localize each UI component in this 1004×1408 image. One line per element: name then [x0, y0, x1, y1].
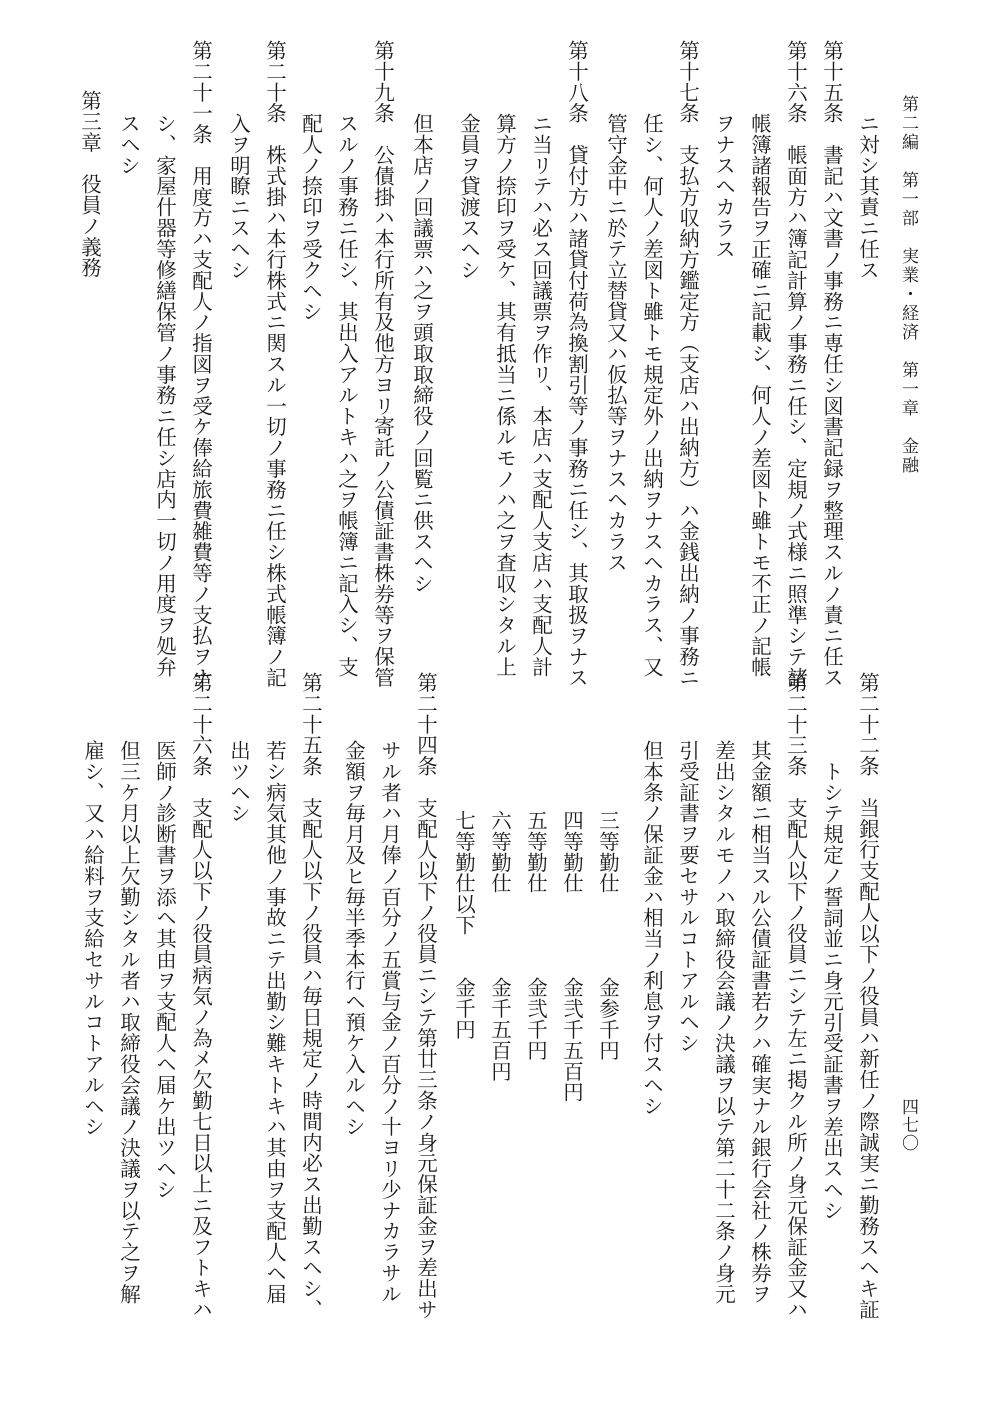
text-line: 第二十二条 当銀行支配人以下ノ役員ハ新任ノ際誠実ニ勤務スヘキ証 — [855, 672, 880, 1320]
page-number: 四七〇 — [898, 1098, 918, 1152]
text-line: トシテ規定ノ誓詞並ニ身元引受証書ヲ差出スヘシ — [819, 761, 844, 1221]
text-line: 第十七条 支払方収納方鑑定方（支店ハ出納方）ハ金銭出納ノ事務ニ — [675, 40, 700, 688]
text-line: 差出シタルモノハ取締役会議ノ決議ヲ以テ第二十二条ノ身元 — [711, 740, 736, 1305]
text-line: 第十九条 公債掛ハ本行所有及他方ヨリ寄託ノ公債証書株券等ヲ保管 — [370, 40, 395, 688]
text-line: 帳簿諸報告ヲ正確ニ記載シ、何人ノ差図ト雖トモ不正ノ記帳 — [747, 113, 772, 678]
text-line: 若シ病気其他ノ事故ニテ出勤シ難キトキハ其由ヲ支配人ヘ届 — [262, 740, 287, 1305]
text-line: 第二十条 株式掛ハ本行株式ニ関スル一切ノ事務ニ任シ株式帳簿ノ記 — [262, 40, 287, 688]
text-line: 五等勤仕 金弐千円 — [523, 810, 548, 1061]
text-line: 任シ、何人ノ差図ト雖トモ規定外ノ出納ヲナスヘカラス、又 — [639, 113, 664, 678]
text-line: 第二十五条 支配人以下ノ役員ハ毎日規定ノ時間内必ス出勤スヘシ、 — [298, 672, 323, 1320]
text-line: 但本条ノ保証金ハ相当ノ利息ヲ付スヘシ — [639, 740, 664, 1117]
text-line: 医師ノ診断書ヲ添ヘ其由ヲ支配人ヘ届ケ出ツヘシ — [152, 740, 177, 1200]
chapter-heading: 第三章 役員ノ義務 — [77, 90, 102, 279]
text-line: スヘシ — [116, 113, 141, 176]
text-line: 六等勤仕 金千五百円 — [487, 810, 512, 1082]
text-line: 四等勤仕 金弐千五百円 — [559, 810, 584, 1103]
text-line: 管守金中ニ於テ立替貸又ハ仮払等ヲナスヘカラス — [603, 113, 628, 573]
text-line: 第二十三条 支配人以下ノ役員ニシテ左ニ掲クル所ノ身元保証金又ハ — [783, 672, 808, 1320]
text-line: 第二十四条 支配人以下ノ役員ニシテ第廿三条ノ身元保証金ヲ差出サ — [413, 672, 438, 1320]
text-line: スルノ事務ニ任シ、其出入アルトキハ之ヲ帳簿ニ記入シ、支 — [334, 113, 359, 678]
text-line: 金額ヲ毎月及ヒ毎半季本行ヘ預ケ入ルヘシ — [341, 740, 366, 1138]
text-line: 其金額ニ相当スル公債証書若クハ確実ナル銀行会社ノ株券ヲ — [747, 740, 772, 1305]
text-line: 第十六条 帳面方ハ簿記計算ノ事務ニ任シ、定規ノ式様ニ照準シテ諸 — [783, 40, 808, 688]
text-line: 第二十一条 用度方ハ支配人ノ指図ヲ受ケ俸給旅費雑費等ノ支払ヲナ — [188, 40, 213, 688]
text-line: 但三ケ月以上欠勤シタル者ハ取締役会議ノ決議ヲ以テ之ヲ解 — [116, 740, 141, 1305]
text-line: 配人ノ捺印ヲ受クヘシ — [298, 113, 323, 322]
text-line: 入ヲ明瞭ニスヘシ — [226, 113, 251, 281]
text-line: 算方ノ捺印ヲ受ケ、其有抵当ニ係ルモノハ之ヲ査収シタル上 — [492, 113, 517, 678]
text-line: 引受証書ヲ要セサルコトアルヘシ — [675, 740, 700, 1054]
text-line: 金員ヲ貸渡スヘシ — [456, 113, 481, 281]
text-line: サル者ハ月俸ノ百分ノ五賞与金ノ百分ノ十ヨリ少ナカラサル — [377, 740, 402, 1305]
text-line: 三等勤仕 金参千円 — [595, 810, 620, 1061]
text-line: 第十五条 書記ハ文書ノ事務ニ専任シ図書記録ヲ整理スルノ責ニ任ス — [819, 40, 844, 688]
text-line: ヲナスヘカラス — [711, 113, 736, 260]
text-line: 但本店ノ回議票ハ之ヲ頭取取締役ノ回覧ニ供スヘシ — [409, 113, 434, 594]
text-line: 七等勤仕以下 金千円 — [451, 810, 476, 1040]
text-line: ニ対シ其責ニ任ス — [855, 113, 880, 281]
text-line: ニ当リテハ必ス回議票ヲ作リ、本店ハ支配人支店ハ支配人計 — [528, 113, 553, 678]
text-line: 第二十六条 支配人以下ノ役員病気ノ為メ欠勤七日以上ニ及フトキハ — [188, 672, 213, 1320]
text-line: 第十八条 貸付方ハ諸貸付荷為換割引等ノ事務ニ任シ、其取扱ヲナス — [564, 40, 589, 688]
text-line: シ、家屋什器等修繕保管ノ事務ニ任シ店内一切ノ用度ヲ処弁 — [152, 113, 177, 678]
text-line: 雇シ、又ハ給料ヲ支給セサルコトアルヘシ — [80, 740, 105, 1138]
text-line: 出ツヘシ — [226, 740, 251, 824]
running-header: 第二編 第一部 実業・経済 第一章 金融 — [898, 95, 918, 475]
